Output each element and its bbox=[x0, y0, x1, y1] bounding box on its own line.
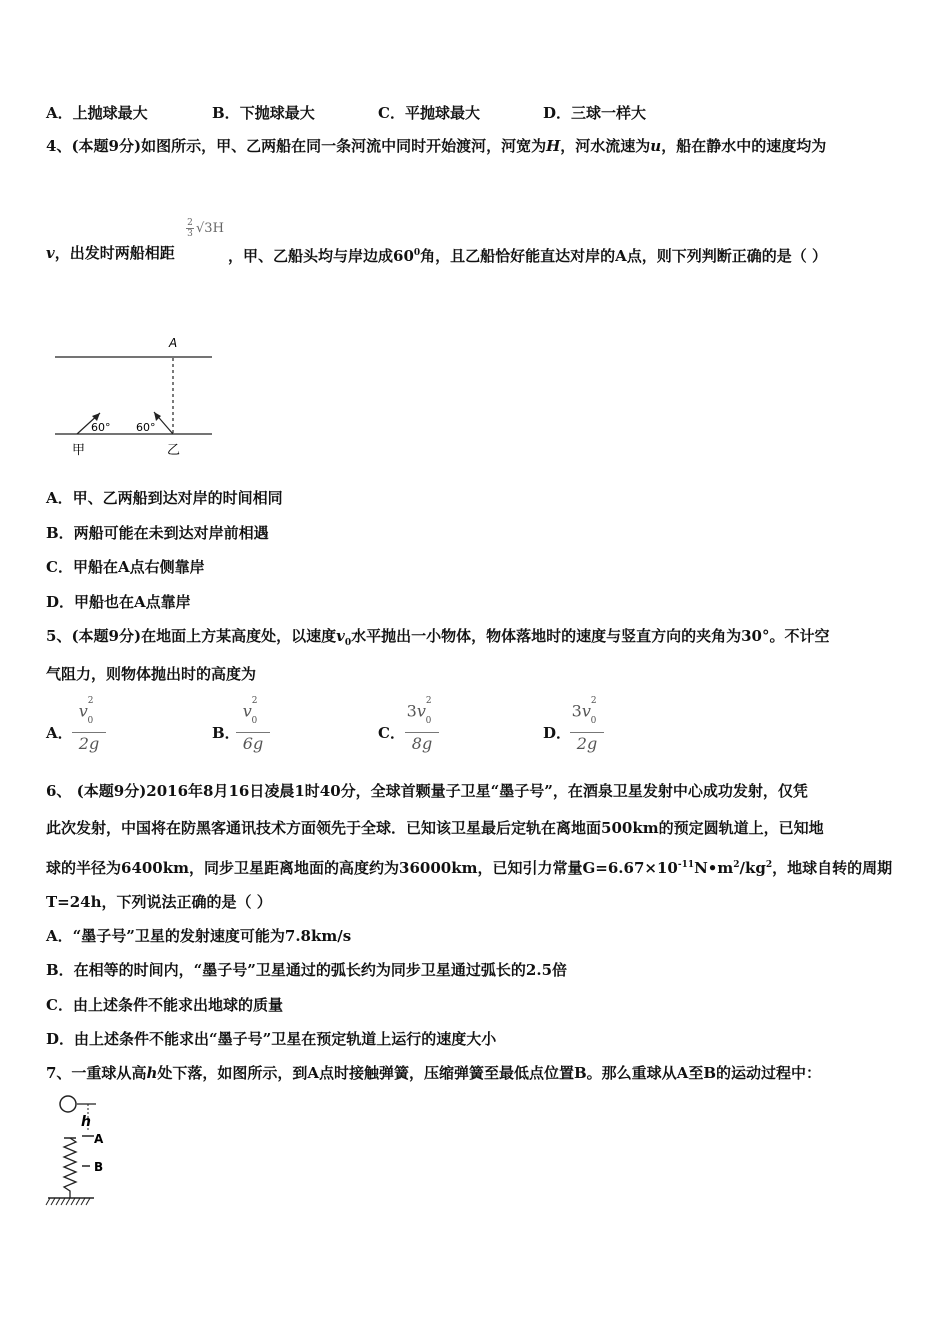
q7-stem: 7、一重球从高h处下落，如图所示，到A点时接触弹簧，压缩弹簧至最低点位置B。那么重球从A至B的运动过程中： bbox=[46, 1064, 821, 1082]
q4-option-d: D．甲船也在A点靠岸 bbox=[46, 593, 191, 611]
q6-option-b: B．在相等的时间内，“墨子号”卫星通过的弧长约为同步卫星通过弧长的2.5倍 bbox=[46, 961, 568, 979]
q6-stem-line3: 球的半径为6400km，同步卫星距离地面的高度约为36000km，已知引力常量$G=6.67\times 10^{-11}N•m^2/kg^2$，地球自转的周期 bbox=[46, 859, 893, 877]
q5-option-a-letter: A． bbox=[46, 724, 73, 742]
q6-option-a: A．“墨子号”卫星的发射速度可能为7.8km/s bbox=[46, 927, 352, 945]
q4-option-a: A．甲、乙两船到达对岸的时间相同 bbox=[46, 489, 283, 507]
q7-spring-figure bbox=[44, 1094, 114, 1212]
q6-option-c: C．由上述条件不能求出地球的质量 bbox=[46, 996, 283, 1014]
q3-option-b: B．下抛球最大 bbox=[212, 104, 315, 122]
q4-stem-line1: 4、(本题9分)如图所示，甲、乙两船在同一条河流中同时开始渡河，河宽为H，河水流速为u，船在静水中的速度均为 bbox=[46, 137, 827, 155]
q5-stem-line1: 5、(本题9分)在地面上方某高度处，以速度$v_0$水平抛出一小物体，物体落地时的速度与竖直方向的夹角为30°。不计空 bbox=[46, 627, 830, 648]
q5-option-c-fraction: $\frac{3v^2_0}{8g}$ bbox=[405, 697, 439, 755]
q5-stem-line2: 气阻力，则物体抛出时的高度为 bbox=[46, 665, 257, 683]
q5-option-d-letter: D． bbox=[543, 724, 572, 742]
q4-stem-line2-cont: ，甲、乙船头均与岸边成$60^0$角，且乙船恰好能直达对岸的A点，则下列判断正确的是（ ） bbox=[228, 247, 828, 265]
boat-jia-label: 甲 bbox=[72, 443, 86, 458]
height-label: h bbox=[81, 1114, 91, 1130]
q5-option-d-fraction: $\frac{3v^2_0}{2g}$ bbox=[570, 697, 604, 755]
q4-river-figure bbox=[50, 330, 220, 462]
q3-option-d: D．三球一样大 bbox=[543, 104, 647, 122]
q4-option-b: B．两船可能在未到达对岸前相遇 bbox=[46, 524, 269, 542]
q6-stem-line1: 6、 (本题9分)2016年8月16日凌晨1时40分，全球首颗量子卫星“墨子号”，在酒泉卫星发射中心成功发射，仅凭 bbox=[46, 782, 808, 800]
q5-option-a-fraction: $\frac{v^2_0}{2g}$ bbox=[72, 697, 106, 755]
angle-label-jia: 60° bbox=[91, 421, 111, 434]
spring-coil bbox=[64, 1138, 76, 1198]
label-a: A bbox=[94, 1132, 104, 1146]
q5-option-b-letter: B． bbox=[212, 724, 240, 742]
q4-option-c: C．甲船在A点右侧靠岸 bbox=[46, 558, 205, 576]
angle-label-yi: 60° bbox=[136, 421, 156, 434]
ball bbox=[60, 1096, 76, 1112]
label-b: B bbox=[94, 1160, 104, 1174]
q3-option-c: C．平抛球最大 bbox=[378, 104, 480, 122]
point-a-label: A bbox=[169, 336, 178, 350]
q6-stem-line2: 此次发射，中国将在防黑客通讯技术方面领先于全球．已知该卫星最后定轨在离地面500km的预定圆轨道上，已知地 bbox=[46, 819, 824, 837]
q6-option-d: D．由上述条件不能求出“墨子号”卫星在预定轨道上运行的速度大小 bbox=[46, 1030, 497, 1048]
q5-option-c-letter: C． bbox=[378, 724, 405, 742]
q3-option-a: A．上抛球最大 bbox=[46, 104, 148, 122]
q6-stem-line4: T=24h，下列说法正确的是（ ） bbox=[46, 893, 272, 911]
q4-stem-line2: v，出发时两船相距 bbox=[46, 244, 175, 262]
boat-yi-label: 乙 bbox=[167, 443, 181, 458]
q5-option-b-fraction: $\frac{v^2_0}{6g}$ bbox=[236, 697, 270, 755]
